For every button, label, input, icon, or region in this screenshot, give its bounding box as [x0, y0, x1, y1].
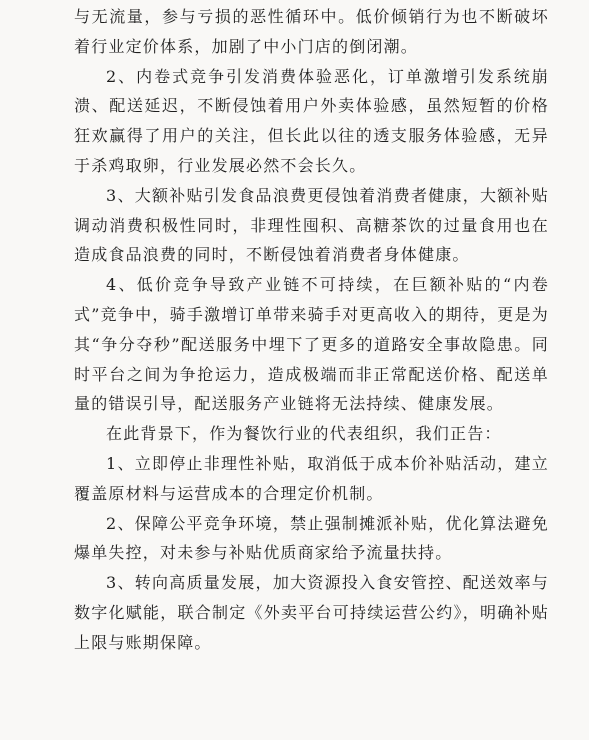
paragraph-background-statement: 在此背景下，作为餐饮行业的代表组织，我们正告：: [106, 424, 502, 444]
paragraph-continued: 与无流量，参与亏损的恶性循环中。低价倾销行为也不断破坏着行业定价体系，加剧了中小门店的倒闭潮。: [74, 7, 549, 56]
paragraph-point-2-consumer-experience: 2、内卷式竞争引发消费体验恶化，订单激增引发系统崩溃、配送延迟，不断侵蚀着用户外卖体验感，虽然短暂的价格狂欢赢得了用户的关注，但长此以往的透支服务体验感，无异于杀鸡取卵，行业发展必然不会长久。: [74, 66, 549, 175]
paragraph-demand-3: 3、转向高质量发展，加大资源投入食安管控、配送效率与数字化赋能，联合制定《外卖平台可持续运营公约》，明确补贴上限与账期保障。: [74, 573, 549, 652]
paragraph-demand-1: 1、立即停止非理性补贴，取消低于成本价补贴活动，建立覆盖原材料与运营成本的合理定价机制。: [74, 453, 549, 503]
paragraph-point-4-industry-chain: 4、低价竞争导致产业链不可持续，在巨额补贴的“内卷式”竞争中，骑手激增订单带来骑手对更高收入的期待，更是为其“争分夺秒”配送服务中埋下了更多的道路安全事故隐患。同时平台之间为争抢运力，造成极端而非正常配送价格、配送单量的错误引导，配送服务产业链将无法持续、健康发展。: [74, 275, 549, 414]
paragraph-demand-2: 2、保障公平竞争环境，禁止强制摊派补贴，优化算法避免爆单失控，对未参与补贴优质商家给予流量扶持。: [74, 513, 549, 563]
paragraph-point-3-food-waste: 3、大额补贴引发食品浪费更侵蚀着消费者健康，大额补贴调动消费积极性同时，非理性囤积、高糖茶饮的过量食用也在造成食品浪费的同时，不断侵蚀着消费者身体健康。: [74, 185, 549, 265]
